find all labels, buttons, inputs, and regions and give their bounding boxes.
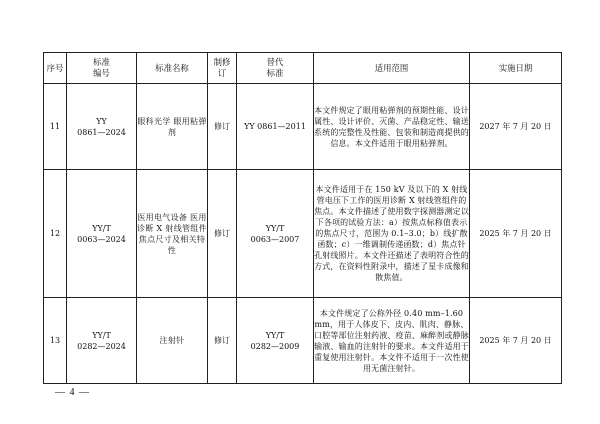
row-no: 12 xyxy=(44,170,67,298)
header-revision-line1: 制修 xyxy=(213,57,231,67)
row-name: 医用电气设备 医用诊断 X 射线管组件 焦点尺寸及相关特性 xyxy=(137,170,208,298)
row-date: 2025 年 7 月 20 日 xyxy=(470,170,562,298)
row-code xyxy=(67,84,137,170)
row-code-line2: 0282—2024 xyxy=(77,341,126,351)
row-scope: 本文件规定了公称外径 0.40 mm–1.60 mm，用于人体皮下、皮内、肌肉、静脉、口腔等部位注射药液、疫苗、麻醉剂或静脉输液、输血的注射针的要求。本文件适用于重复使用注射针。本文件不适用于一次性使用无菌注射针。 xyxy=(314,298,470,384)
row-code-line2: 0861—2024 xyxy=(77,127,126,137)
row-replaces-line1: YY/T xyxy=(265,330,285,340)
header-replaces-line2: 标准 xyxy=(266,68,284,78)
header-std-no xyxy=(67,53,137,84)
row-code-line1: YY xyxy=(96,116,107,126)
header-no: 序号 xyxy=(44,53,67,84)
row-revision: 修订 xyxy=(208,170,237,298)
header-std-no-line2: 编号 xyxy=(93,68,110,78)
row-code-line1: YY/T xyxy=(92,330,111,340)
row-revision: 修订 xyxy=(208,298,237,384)
row-replaces-line1: YY/T xyxy=(265,223,285,233)
row-replaces-line2: 0063—2007 xyxy=(250,234,300,244)
row-replaces xyxy=(237,84,314,170)
page-number: — 4 — xyxy=(55,387,90,398)
header-name: 标准名称 xyxy=(137,53,208,84)
row-no: 11 xyxy=(44,84,67,170)
header-replaces xyxy=(237,53,314,84)
row-code xyxy=(67,170,137,298)
table-row xyxy=(44,298,562,384)
table-header-row xyxy=(44,53,562,84)
row-no: 13 xyxy=(44,298,67,384)
row-name: 眼科光学 眼用粘弹剂 xyxy=(137,84,208,170)
header-std-no-line1: 标准 xyxy=(93,57,110,67)
row-code-line1: YY/T xyxy=(92,223,111,233)
row-code-line2: 0063—2024 xyxy=(77,234,126,244)
table-row xyxy=(44,170,562,298)
header-revision-line2: 订 xyxy=(217,68,227,78)
row-date: 2027 年 7 月 20 日 xyxy=(470,84,562,170)
row-scope: 本文件规定了眼用粘弹剂的预期性能、设计属性、设计评价、灭菌、产品稳定性、输送系统的完整性及性能、包装和制造商提供的信息。本文件适用于眼用粘弹剂。 xyxy=(314,84,470,170)
row-date: 2025 年 7 月 20 日 xyxy=(470,298,562,384)
row-scope: 本文件适用于在 150 kV 及以下的 X 射线管电压下工作的医用诊断 X 射线管组件的焦点。本文件描述了使用数字探测器测定以下各项的试验方法：a）按焦点标称值表示的焦点尺寸，范围为 0.1–3.0；b）线扩散函数；c）一维调制传递函数；d）焦点针孔射线照片。本文件还描述了表明符合性的方式，在资料性附录中，描述了星卡成像和散焦值。 xyxy=(314,170,470,298)
table-row xyxy=(44,84,562,170)
row-replaces xyxy=(237,298,314,384)
row-replaces-line2: 0282—2009 xyxy=(250,341,300,351)
header-revision xyxy=(208,53,237,84)
row-replaces xyxy=(237,170,314,298)
row-code xyxy=(67,298,137,384)
standards-table xyxy=(43,52,562,384)
row-replaces-line1: YY 0861—2011 xyxy=(244,122,306,131)
header-date: 实施日期 xyxy=(470,53,562,84)
header-replaces-line1: 替代 xyxy=(266,57,284,67)
row-revision: 修订 xyxy=(208,84,237,170)
header-scope: 适用范围 xyxy=(314,53,470,84)
row-name: 注射针 xyxy=(137,298,208,384)
